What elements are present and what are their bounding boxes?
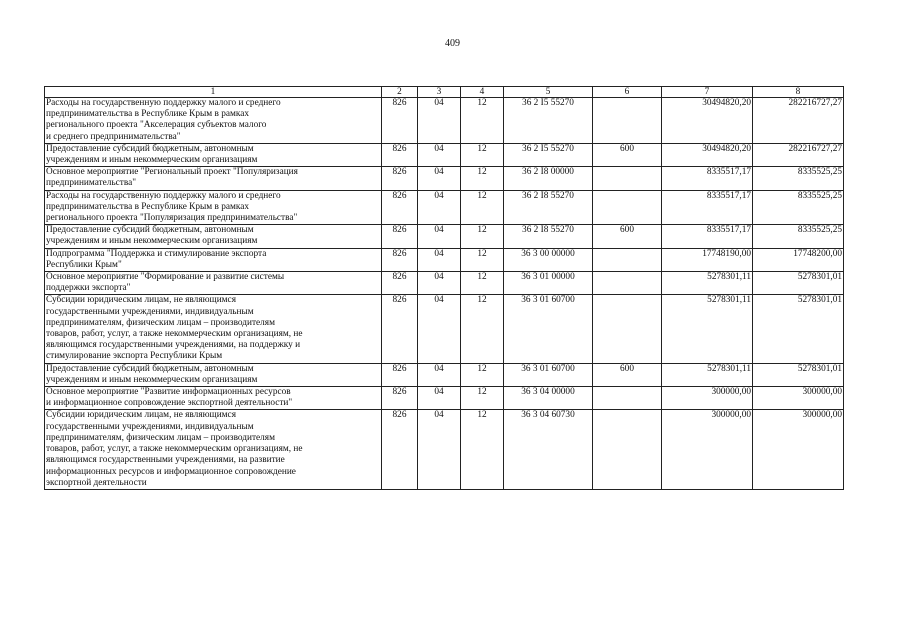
amount-year2-cell: 300000,00 <box>753 387 844 410</box>
subsection-cell: 12 <box>461 190 504 225</box>
row-name-cell: Предоставление субсидий бюджетным, автономным учреждениям и иным некоммерческим организациям <box>45 143 382 166</box>
header-cell: 6 <box>593 87 662 98</box>
row-name-cell: Основное мероприятие "Развитие информационных ресурсов и информационное сопровождение экспортной деятельности" <box>45 387 382 410</box>
expense-type-cell <box>593 410 662 489</box>
target-article-cell: 36 2 I5 55270 <box>504 143 593 166</box>
amount-year1-cell: 5278301,11 <box>662 272 753 295</box>
subsection-cell: 12 <box>461 295 504 363</box>
expense-type-cell <box>593 295 662 363</box>
row-name-cell: Субсидии юридическим лицам, не являющимся государственными учреждениями, индивидуальным предпринимателям, физическим лицам – производителям товаров, работ, услуг, а также некоммерческим организациям, не являющимся государственными учреждениями, на поддержку и стимулирование экспорта Республики Крым <box>45 295 382 363</box>
amount-year1-cell: 300000,00 <box>662 410 753 489</box>
target-article-cell: 36 3 01 60700 <box>504 295 593 363</box>
amount-year1-cell: 5278301,11 <box>662 295 753 363</box>
row-name-cell: Предоставление субсидий бюджетным, автономным учреждениям и иным некоммерческим организациям <box>45 225 382 248</box>
row-name-cell: Основное мероприятие "Региональный проект "Популяризация предпринимательства" <box>45 167 382 190</box>
amount-year2-cell: 282216727,27 <box>753 143 844 166</box>
header-cell: 3 <box>418 87 461 98</box>
row-name-cell: Предоставление субсидий бюджетным, автономным учреждениям и иным некоммерческим организациям <box>45 363 382 386</box>
amount-year1-cell: 30494820,20 <box>662 98 753 144</box>
table-row <box>45 98 844 144</box>
section-cell: 04 <box>418 225 461 248</box>
amount-year2-cell: 282216727,27 <box>753 98 844 144</box>
admin-code-cell: 826 <box>382 410 418 489</box>
target-article-cell: 36 3 00 00000 <box>504 248 593 271</box>
subsection-cell: 12 <box>461 410 504 489</box>
amount-year1-cell: 8335517,17 <box>662 190 753 225</box>
header-cell: 8 <box>753 87 844 98</box>
section-cell: 04 <box>418 143 461 166</box>
target-article-cell: 36 2 I8 55270 <box>504 225 593 248</box>
amount-year1-cell: 30494820,20 <box>662 143 753 166</box>
section-cell: 04 <box>418 295 461 363</box>
table-row <box>45 248 844 271</box>
row-name-cell: Основное мероприятие "Формирование и развитие системы поддержки экспорта" <box>45 272 382 295</box>
row-name-cell: Расходы на государственную поддержку малого и среднего предпринимательства в Республике Крым в рамках регионального проекта "Акселерация субъектов малого и среднего предпринимательства" <box>45 98 382 144</box>
row-name-cell: Расходы на государственную поддержку малого и среднего предпринимательства в Республике Крым в рамках регионального проекта "Популяризация предпринимательства" <box>45 190 382 225</box>
section-cell: 04 <box>418 387 461 410</box>
expense-type-cell <box>593 98 662 144</box>
amount-year2-cell: 8335525,25 <box>753 190 844 225</box>
table-row <box>45 387 844 410</box>
header-row <box>45 87 844 98</box>
table-row <box>45 225 844 248</box>
table-row <box>45 143 844 166</box>
subsection-cell: 12 <box>461 167 504 190</box>
section-cell: 04 <box>418 167 461 190</box>
expense-type-cell: 600 <box>593 143 662 166</box>
admin-code-cell: 826 <box>382 295 418 363</box>
amount-year1-cell: 8335517,17 <box>662 225 753 248</box>
budget-table <box>44 86 844 490</box>
section-cell: 04 <box>418 410 461 489</box>
target-article-cell: 36 3 04 00000 <box>504 387 593 410</box>
header-cell: 7 <box>662 87 753 98</box>
admin-code-cell: 826 <box>382 190 418 225</box>
subsection-cell: 12 <box>461 225 504 248</box>
header-cell: 4 <box>461 87 504 98</box>
expense-type-cell <box>593 387 662 410</box>
expense-type-cell <box>593 167 662 190</box>
expense-type-cell <box>593 248 662 271</box>
table-row <box>45 190 844 225</box>
expense-type-cell: 600 <box>593 225 662 248</box>
admin-code-cell: 826 <box>382 167 418 190</box>
subsection-cell: 12 <box>461 363 504 386</box>
expense-type-cell <box>593 190 662 225</box>
row-name-cell: Подпрограмма "Поддержка и стимулирование экспорта Республики Крым" <box>45 248 382 271</box>
expense-type-cell <box>593 272 662 295</box>
amount-year2-cell: 8335525,25 <box>753 225 844 248</box>
subsection-cell: 12 <box>461 248 504 271</box>
admin-code-cell: 826 <box>382 143 418 166</box>
admin-code-cell: 826 <box>382 248 418 271</box>
section-cell: 04 <box>418 98 461 144</box>
target-article-cell: 36 2 I5 55270 <box>504 98 593 144</box>
table-row <box>45 272 844 295</box>
expense-type-cell: 600 <box>593 363 662 386</box>
admin-code-cell: 826 <box>382 387 418 410</box>
amount-year1-cell: 17748190,00 <box>662 248 753 271</box>
row-name-cell: Субсидии юридическим лицам, не являющимся государственными учреждениями, индивидуальным предпринимателям, физическим лицам – производителям товаров, работ, услуг, а также некоммерческим организациям, не являющимся государственными учреждениями, на развитие информационных ресурсов и информационное сопровождение экспортной деятельности <box>45 410 382 489</box>
section-cell: 04 <box>418 248 461 271</box>
table-row <box>45 363 844 386</box>
amount-year1-cell: 8335517,17 <box>662 167 753 190</box>
target-article-cell: 36 3 01 60700 <box>504 363 593 386</box>
admin-code-cell: 826 <box>382 272 418 295</box>
target-article-cell: 36 3 04 60730 <box>504 410 593 489</box>
table-row <box>45 167 844 190</box>
header-cell: 1 <box>45 87 382 98</box>
subsection-cell: 12 <box>461 143 504 166</box>
amount-year2-cell: 5278301,01 <box>753 363 844 386</box>
admin-code-cell: 826 <box>382 363 418 386</box>
table-row <box>45 410 844 489</box>
admin-code-cell: 826 <box>382 225 418 248</box>
page-number: 409 <box>445 38 460 49</box>
subsection-cell: 12 <box>461 387 504 410</box>
section-cell: 04 <box>418 272 461 295</box>
amount-year2-cell: 17748200,00 <box>753 248 844 271</box>
amount-year2-cell: 8335525,25 <box>753 167 844 190</box>
amount-year1-cell: 300000,00 <box>662 387 753 410</box>
target-article-cell: 36 2 I8 00000 <box>504 167 593 190</box>
section-cell: 04 <box>418 190 461 225</box>
amount-year1-cell: 5278301,11 <box>662 363 753 386</box>
amount-year2-cell: 300000,00 <box>753 410 844 489</box>
subsection-cell: 12 <box>461 272 504 295</box>
amount-year2-cell: 5278301,01 <box>753 295 844 363</box>
subsection-cell: 12 <box>461 98 504 144</box>
target-article-cell: 36 2 I8 55270 <box>504 190 593 225</box>
section-cell: 04 <box>418 363 461 386</box>
amount-year2-cell: 5278301,01 <box>753 272 844 295</box>
admin-code-cell: 826 <box>382 98 418 144</box>
target-article-cell: 36 3 01 00000 <box>504 272 593 295</box>
header-cell: 2 <box>382 87 418 98</box>
table-row <box>45 295 844 363</box>
header-cell: 5 <box>504 87 593 98</box>
